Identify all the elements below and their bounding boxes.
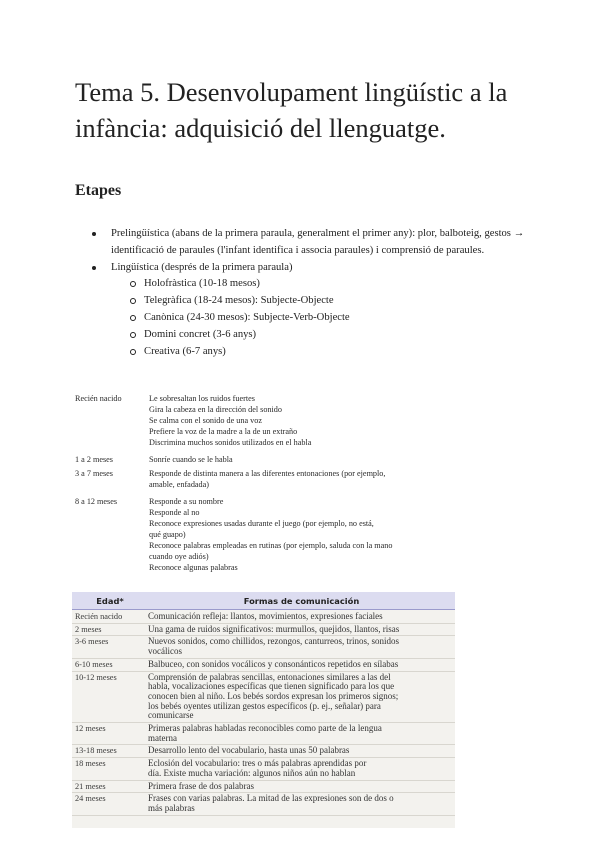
forms-line: más palabras <box>148 802 195 813</box>
stage-text: Lingüística (després de la primera paraula) <box>111 261 293 273</box>
section-heading: Etapes <box>75 182 122 199</box>
table-row <box>72 659 455 672</box>
forms-cell <box>148 660 455 670</box>
description-cell <box>149 469 457 491</box>
table-row <box>72 758 455 780</box>
description-line: Reconoce expresiones usadas durante el juego (por ejemplo, no está, <box>149 519 374 529</box>
age-cell: 2 meses <box>75 624 102 634</box>
description-line: Prefiere la voz de la madre a la de un extraño <box>149 426 298 436</box>
forms-cell <box>148 794 455 813</box>
header-forms: Formas de comunicación <box>243 595 360 606</box>
description-line: Le sobresaltan los ruidos fuertes <box>149 394 255 403</box>
table-row <box>72 781 455 794</box>
age-cell: 3 a 7 meses <box>75 469 113 479</box>
forms-cell <box>148 782 455 792</box>
forms-line: habla, vocalizaciones específicas que tienen significado para los que <box>148 681 395 692</box>
table-row <box>72 745 455 758</box>
table-row <box>72 611 455 624</box>
table-row <box>72 723 455 745</box>
forms-line: Desarrollo lento del vocabulario, hasta unas 50 palabras <box>148 745 350 756</box>
age-cell: 13-18 meses <box>75 746 117 756</box>
forms-cell <box>148 759 455 778</box>
table-row <box>72 793 455 815</box>
age-cell: Recién nacido <box>75 394 122 403</box>
table-row <box>72 636 455 658</box>
description-cell <box>149 455 457 466</box>
forms-line: Comprensión de palabras sencillas, entonaciones similares a las del <box>148 671 391 682</box>
forms-line: Primera frase de dos palabras <box>148 780 254 791</box>
substage-item: Telegràfica (18-24 mesos): Subjecte-Objecte <box>111 293 535 310</box>
age-cell: 8 a 12 meses <box>75 497 118 507</box>
table-row <box>72 394 457 449</box>
table-row <box>72 672 455 724</box>
forms-line: Nuevos sonidos, como chillidos, rezongos, canturreos, trinos, sonidos <box>148 636 399 647</box>
description-cell <box>149 497 457 573</box>
forms-line: materna <box>148 732 177 743</box>
age-cell: Recién nacido <box>75 612 123 621</box>
forms-line: Eclosión del vocabulario: tres o más palabras aprendidas por <box>148 758 367 769</box>
description-line: Responde a su nombre <box>149 497 224 507</box>
table-body <box>72 610 455 816</box>
forms-line: día. Existe mucha variación: algunos niños aún no hablan <box>148 767 356 778</box>
table-row <box>72 469 457 491</box>
substage-item: Creativa (6-7 anys) <box>111 344 535 361</box>
stages-list <box>75 226 535 360</box>
substage-item: Holofràstica (10-18 mesos) <box>111 276 535 293</box>
description-line: Se calma con el sonido de una voz <box>149 415 262 425</box>
age-cell: 3-6 meses <box>75 637 109 647</box>
description-line: Gira la cabeza en la dirección del sonido <box>149 404 282 414</box>
forms-cell <box>148 637 455 656</box>
stage-linguistic <box>75 260 535 361</box>
age-cell: 1 a 2 meses <box>75 454 113 464</box>
forms-line: Frases con varias palabras. La mitad de las expresiones son de dos o <box>148 793 394 804</box>
forms-line: vocálicos <box>148 646 182 657</box>
description-cell <box>149 394 457 449</box>
age-cell: 18 meses <box>75 759 106 769</box>
forms-line: comunicarse <box>148 710 194 721</box>
forms-cell <box>148 673 455 722</box>
forms-line: Comunicación refleja: llantos, movimientos, expresiones faciales <box>148 611 383 621</box>
forms-line: los bebés oyentes utilizan gestos específicos (p. ej., señalar) para <box>148 700 381 711</box>
age-cell: 21 meses <box>75 781 106 791</box>
description-line: amable, enfadada) <box>149 480 210 490</box>
substage-item: Canònica (24-30 mesos): Subjecte-Verb-Objecte <box>111 310 535 327</box>
description-line: Discrimina muchos sonidos utilizados en el habla <box>149 437 312 447</box>
table-header <box>72 592 455 610</box>
stage-prelinguistic <box>75 226 535 260</box>
forms-cell <box>148 612 455 622</box>
age-cell: 6-10 meses <box>75 659 113 669</box>
header-age: Edad* <box>96 595 124 606</box>
age-cell: 24 meses <box>75 794 106 804</box>
communication-table <box>72 592 455 828</box>
description-line: Responde de distinta manera a las diferentes entonaciones (por ejemplo, <box>149 469 386 479</box>
substage-item: Domini concret (3-6 anys) <box>111 327 535 344</box>
table-row <box>72 497 457 573</box>
forms-line: Balbuceo, con sonidos vocálicos y consonánticos repetidos en sílabas <box>148 658 399 669</box>
description-line: Reconoce algunas palabras <box>149 562 238 572</box>
forms-line: Una gama de ruidos significativos: murmullos, quejidos, llantos, risas <box>148 623 400 634</box>
forms-cell <box>148 625 455 635</box>
description-line: cuando oye adiós) <box>149 551 209 561</box>
forms-line: Primeras palabras habladas reconocibles como parte de la lengua <box>148 723 382 734</box>
page-title: Tema 5. Desenvolupament lingüístic a la infància: adquisició del llenguatge. <box>75 77 508 143</box>
forms-cell <box>148 746 455 756</box>
description-line: Reconoce palabras empleadas en rutinas (por ejemplo, saluda con la mano <box>149 540 393 550</box>
age-cell: 10-12 meses <box>75 672 117 682</box>
comprehension-table <box>72 394 457 586</box>
table-row <box>72 455 457 466</box>
age-cell: 12 meses <box>75 724 106 734</box>
forms-cell <box>148 724 455 743</box>
description-line: Responde al no <box>149 508 200 518</box>
stage-text: Prelingüística (abans de la primera paraula, generalment el primer any): plor, balboteig, gestos → identificació de paraules (l'infant identifica i associa paraules) i comprensió de paraules. <box>111 228 525 256</box>
forms-line: conocen bien al niño. Los bebés sordos expresan los primeros signos; <box>148 690 399 701</box>
table-row <box>72 624 455 637</box>
description-line: qué guapo) <box>149 529 186 539</box>
description-line: Sonríe cuando se le habla <box>149 454 233 464</box>
